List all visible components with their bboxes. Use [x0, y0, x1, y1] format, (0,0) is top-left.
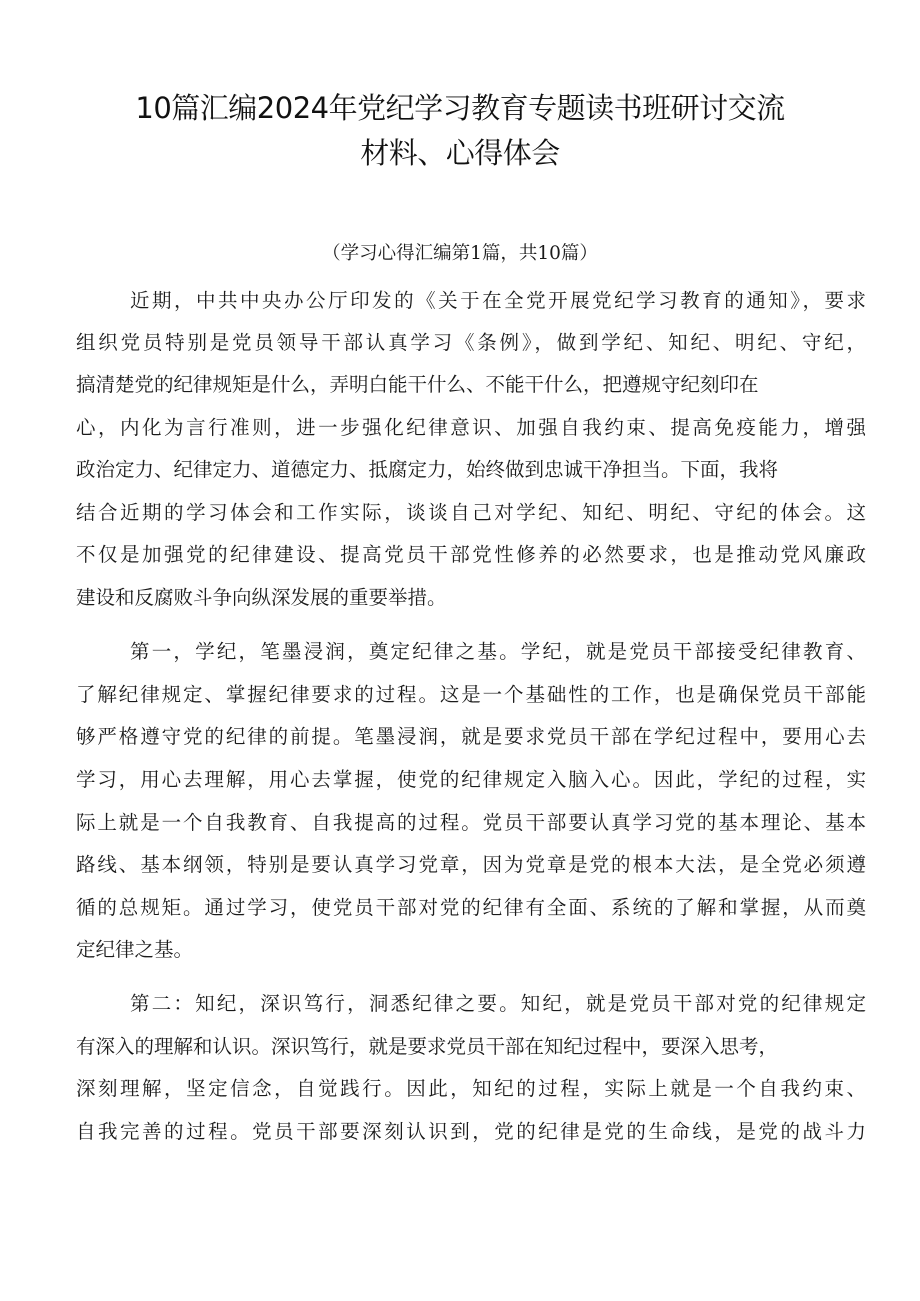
paragraph-3-line: 自我完善的过程。党员干部要深刻认识到，党的纪律是党的生命线，是党的战斗力: [76, 1120, 866, 1143]
paragraph-1-line: 搞清楚党的纪律规矩是什么，弄明白能干什么、不能干什么，把遵规守纪刻印在: [76, 373, 759, 396]
paragraph-2-line: 了解纪律规定、掌握纪律要求的过程。这是一个基础性的工作，也是确保党员干部能: [76, 683, 866, 706]
paragraph-2-line: 定纪律之基。: [76, 938, 194, 961]
paragraph-1-line: 近期，中共中央办公厅印发的《关于在全党开展党纪学习教育的通知》，要求: [130, 289, 866, 312]
paragraph-2-line: 学习，用心去理解，用心去掌握，使党的纪律规定入脑入心。因此，学纪的过程，实: [76, 768, 866, 791]
paragraph-1-line: 不仅是加强党的纪律建设、提高党员干部党性修养的必然要求，也是推动党风廉政: [76, 543, 866, 566]
paragraph-2-line: 际上就是一个自我教育、自我提高的过程。党员干部要认真学习党的基本理论、基本: [76, 811, 866, 834]
paragraph-2-line: 循的总规矩。通过学习，使党员干部对党的纪律有全面、系统的了解和掌握，从而奠: [76, 896, 866, 919]
paragraph-3-line: 有深入的理解和认识。深识笃行，就是要求党员干部在知纪过程中，要深入思考，: [76, 1035, 779, 1058]
document-title-line-1: 10篇汇编2024年党纪学习教育专题读书班研讨交流: [135, 91, 785, 125]
paragraph-1-line: 政治定力、纪律定力、道德定力、抵腐定力，始终做到忠诚干净担当。下面，我将: [76, 458, 779, 481]
document-title-line-2: 材料、心得体会: [360, 136, 560, 170]
paragraph-1-line: 结合近期的学习体会和工作实际，谈谈自己对学纪、知纪、明纪、守纪的体会。这: [76, 501, 866, 524]
paragraph-3-line: 第二：知纪，深识笃行，洞悉纪律之要。知纪，就是党员干部对党的纪律规定: [130, 992, 866, 1015]
paragraph-2-line: 路线、基本纲领，特别是要认真学习党章，因为党章是党的根本大法，是全党必须遵: [76, 853, 866, 876]
paragraph-2-line: 够严格遵守党的纪律的前提。笔墨浸润，就是要求党员干部在学纪过程中，要用心去: [76, 725, 866, 748]
paragraph-1-line: 心，内化为言行准则，进一步强化纪律意识、加强自我约束、提高免疫能力，增强: [76, 416, 866, 439]
paragraph-3-line: 深刻理解，坚定信念，自觉践行。因此，知纪的过程，实际上就是一个自我约束、: [76, 1077, 866, 1100]
paragraph-1-line: 建设和反腐败斗争向纵深发展的重要举措。: [76, 586, 447, 609]
paragraph-1-line: 组织党员特别是党员领导干部认真学习《条例》，做到学纪、知纪、明纪、守纪，: [76, 331, 866, 354]
document-subtitle: （学习心得汇编第1篇，共10篇）: [322, 243, 598, 264]
paragraph-2-line: 第一，学纪，笔墨浸润，奠定纪律之基。学纪，就是党员干部接受纪律教育、: [130, 640, 866, 663]
